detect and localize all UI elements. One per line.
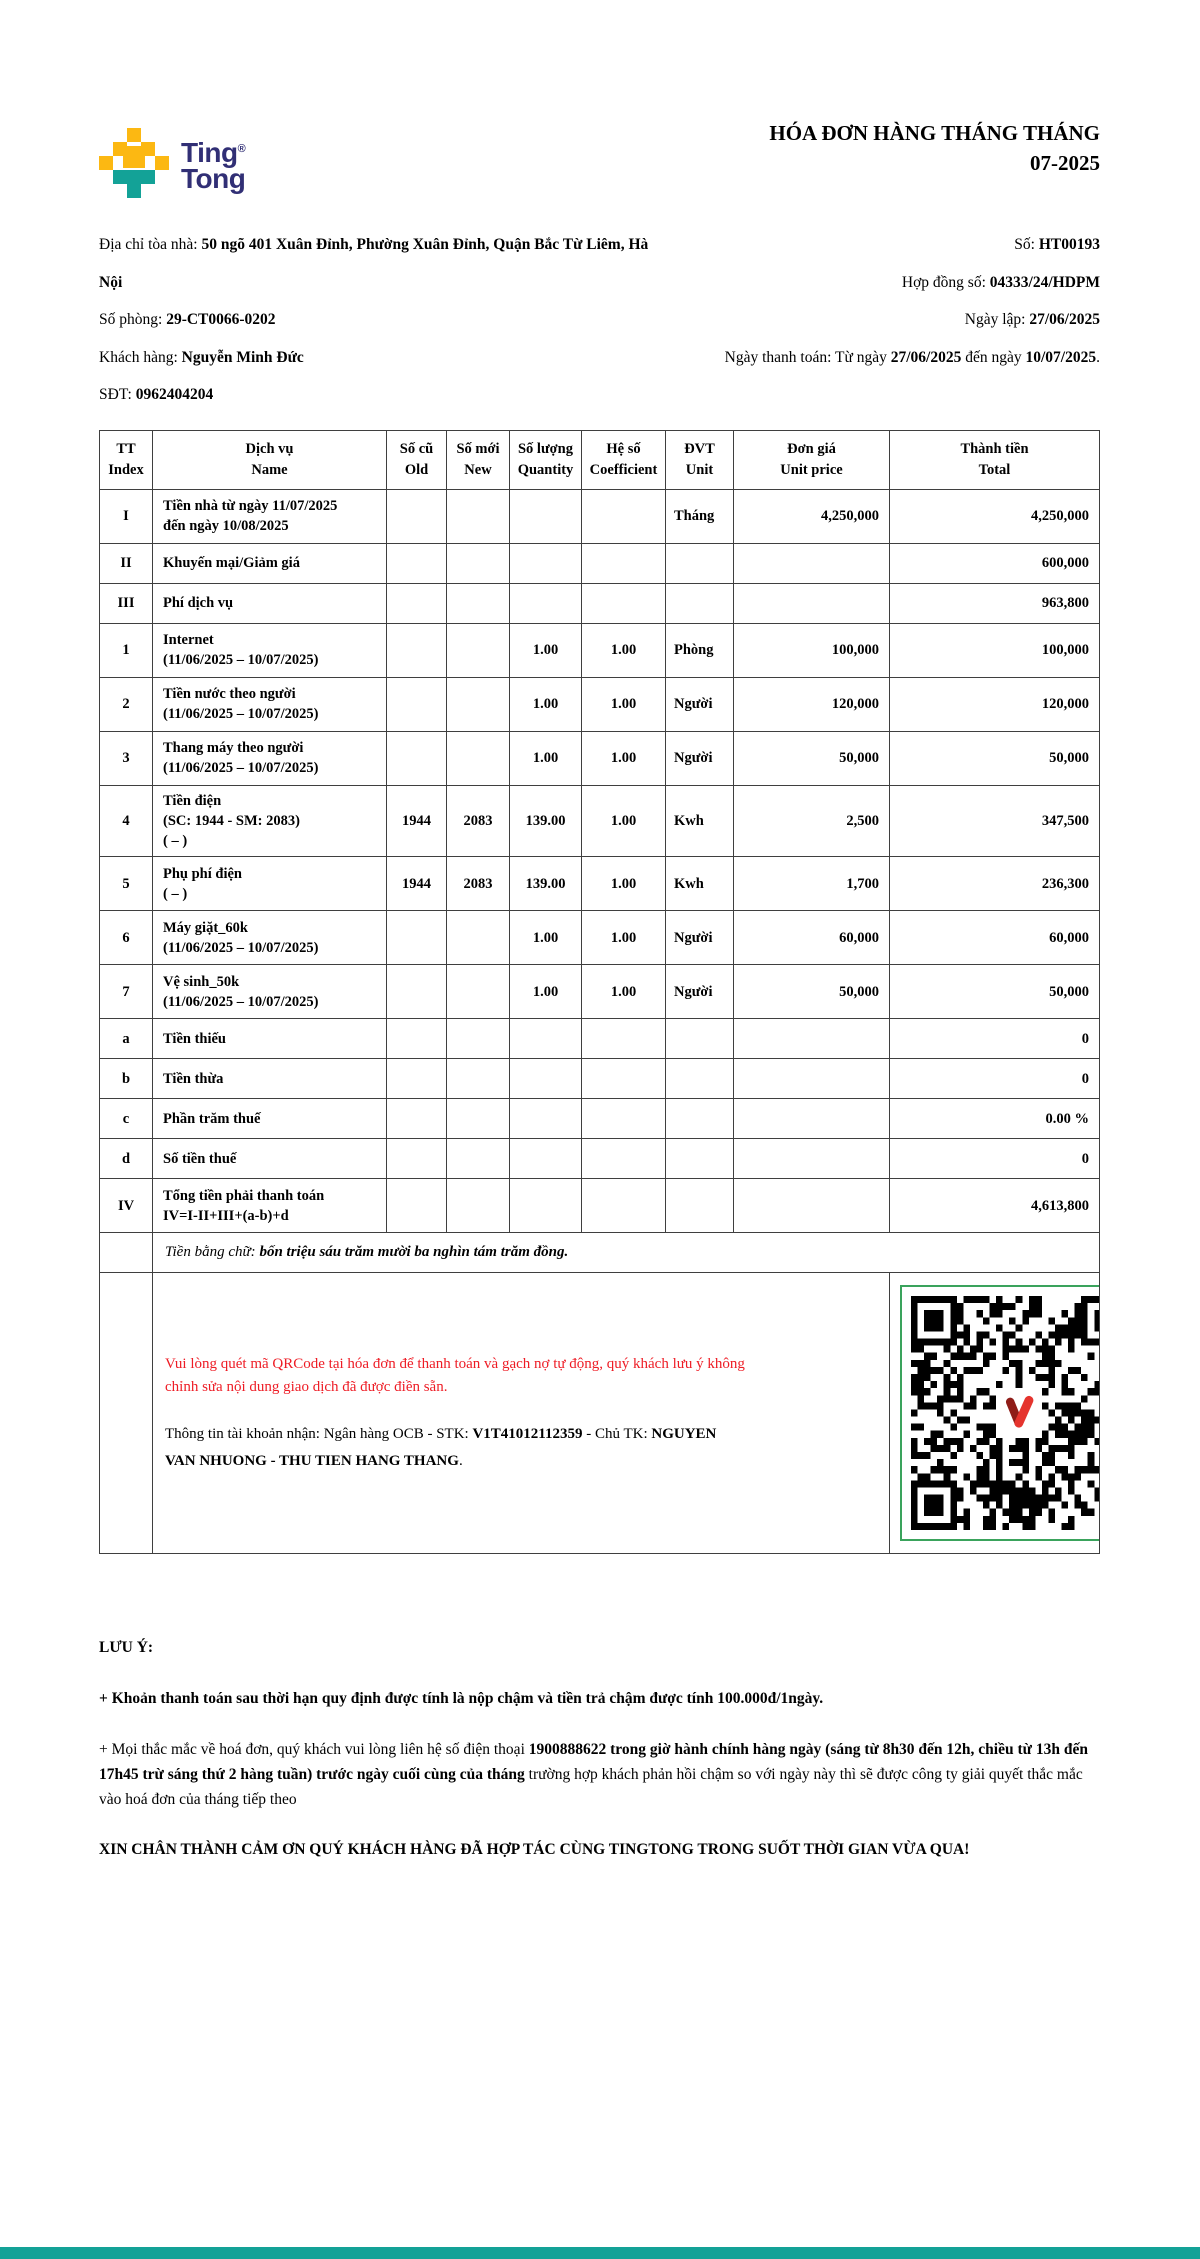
info-line: Khách hàng: Nguyễn Minh Đức <box>99 348 304 366</box>
cell-unit <box>666 1139 734 1179</box>
cell-unit-price <box>734 1139 890 1179</box>
cell-unit <box>666 543 734 583</box>
cell-total: 963,800 <box>890 583 1100 623</box>
cell-coefficient: 1.00 <box>582 677 666 731</box>
cell-unit: Tháng <box>666 489 734 543</box>
table-row <box>100 489 1100 543</box>
cell-unit-price <box>734 1059 890 1099</box>
cell-unit <box>666 1059 734 1099</box>
qr-cell <box>890 1273 1100 1554</box>
cell-new <box>447 911 510 965</box>
cell-new <box>447 731 510 785</box>
cell-old <box>387 1059 447 1099</box>
cell-new <box>447 965 510 1019</box>
registered-mark: ® <box>237 143 246 155</box>
cell-quantity: 139.00 <box>510 785 582 857</box>
cell-unit-price: 120,000 <box>734 677 890 731</box>
info-line: Ngày thanh toán: Từ ngày 27/06/2025 đến ngày 10/07/2025. <box>724 348 1100 366</box>
cell-quantity <box>510 489 582 543</box>
vietqr-v-icon <box>996 1390 1042 1436</box>
cell-old <box>387 489 447 543</box>
column-header: Số lượng Quantity <box>510 430 582 489</box>
cell-total: 100,000 <box>890 623 1100 677</box>
cell-unit-price: 1,700 <box>734 857 890 911</box>
column-header: Dịch vụ Name <box>153 430 387 489</box>
tingtong-logo-icon <box>99 128 171 200</box>
cell-index: a <box>100 1019 153 1059</box>
cell-old <box>387 1019 447 1059</box>
cell-quantity: 1.00 <box>510 731 582 785</box>
cell-name: Internet (11/06/2025 – 10/07/2025) <box>153 623 387 677</box>
cell-unit-price: 100,000 <box>734 623 890 677</box>
cell-quantity <box>510 1099 582 1139</box>
cell-name: Thang máy theo người (11/06/2025 – 10/07/2025) <box>153 731 387 785</box>
cell-unit-price: 50,000 <box>734 965 890 1019</box>
cell-index: II <box>100 543 153 583</box>
cell-coefficient: 1.00 <box>582 911 666 965</box>
payment-qr-row <box>100 1273 1100 1554</box>
qr-payment-notice: Vui lòng quét mã QRCode tại hóa đơn để thanh toán và gạch nợ tự động, quý khách lưu ý không chỉnh sửa nội dung giao dịch đã được điền sẵn. <box>165 1355 745 1396</box>
cell-coefficient <box>582 583 666 623</box>
column-header: Hệ số Coefficient <box>582 430 666 489</box>
cell-index: IV <box>100 1179 153 1233</box>
invoice-document <box>99 112 1100 1889</box>
cell-total: 60,000 <box>890 911 1100 965</box>
info-line: Số: HT00193 <box>1014 236 1100 253</box>
cell-unit: Người <box>666 965 734 1019</box>
cell-new <box>447 1099 510 1139</box>
cell-index: c <box>100 1099 153 1139</box>
cell-unit <box>666 1179 734 1233</box>
cell-index: 7 <box>100 965 153 1019</box>
cell-new <box>447 677 510 731</box>
cell-coefficient: 1.00 <box>582 857 666 911</box>
cell-coefficient <box>582 1019 666 1059</box>
cell-old: 1944 <box>387 785 447 857</box>
table-row <box>100 785 1100 857</box>
info-line: Hợp đồng số: 04333/24/HDPM <box>901 273 1100 291</box>
cell-old <box>387 543 447 583</box>
cell-total: 0 <box>890 1019 1100 1059</box>
cell-quantity: 1.00 <box>510 911 582 965</box>
payment-qr-code <box>900 1285 1100 1541</box>
cell-old <box>387 965 447 1019</box>
cell-name: Số tiền thuế <box>153 1139 387 1179</box>
cell-old <box>387 1139 447 1179</box>
cell-name: Tiền thiếu <box>153 1019 387 1059</box>
cell-quantity: 1.00 <box>510 965 582 1019</box>
table-row <box>100 583 1100 623</box>
charges-table-header <box>100 430 1100 489</box>
cell-unit <box>666 1019 734 1059</box>
payment-instructions <box>153 1273 890 1554</box>
cell-unit-price: 4,250,000 <box>734 489 890 543</box>
invoice-meta-info <box>651 226 1100 414</box>
cell-unit: Kwh <box>666 857 734 911</box>
cell-name: Tổng tiền phải thanh toán IV=I-II+III+(a-b)+d <box>153 1179 387 1233</box>
charges-table <box>99 430 1100 1555</box>
cell-new <box>447 543 510 583</box>
notes-section <box>99 1636 1100 1863</box>
cell-unit: Kwh <box>666 785 734 857</box>
cell-coefficient <box>582 1179 666 1233</box>
cell-unit-price <box>734 1099 890 1139</box>
cell-old: 1944 <box>387 857 447 911</box>
customer-info <box>99 226 651 414</box>
table-row <box>100 731 1100 785</box>
cell-old <box>387 1099 447 1139</box>
cell-old <box>387 911 447 965</box>
cell-quantity <box>510 583 582 623</box>
cell-old <box>387 677 447 731</box>
logo-text-bottom: Tong <box>181 162 246 194</box>
cell-unit-price <box>734 1019 890 1059</box>
cell-quantity <box>510 1179 582 1233</box>
cell-total: 0 <box>890 1139 1100 1179</box>
cell-name: Phần trăm thuế <box>153 1099 387 1139</box>
cell-coefficient: 1.00 <box>582 731 666 785</box>
cell-quantity <box>510 1019 582 1059</box>
cell-unit: Người <box>666 731 734 785</box>
cell-index: III <box>100 583 153 623</box>
cell-old <box>387 1179 447 1233</box>
column-header: ĐVT Unit <box>666 430 734 489</box>
cell-index: I <box>100 489 153 543</box>
column-header: Thành tiền Total <box>890 430 1100 489</box>
table-row <box>100 911 1100 965</box>
cell-empty <box>100 1273 153 1554</box>
cell-total: 50,000 <box>890 965 1100 1019</box>
cell-index: b <box>100 1059 153 1099</box>
tingtong-logo <box>99 128 245 200</box>
cell-new: 2083 <box>447 785 510 857</box>
logo-text-top: Ting <box>181 137 238 168</box>
cell-unit: Phòng <box>666 623 734 677</box>
cell-old <box>387 731 447 785</box>
cell-index: 1 <box>100 623 153 677</box>
column-header: Đơn giá Unit price <box>734 430 890 489</box>
cell-unit: Người <box>666 911 734 965</box>
cell-index: d <box>100 1139 153 1179</box>
cell-empty <box>100 1233 153 1273</box>
cell-name: Phí dịch vụ <box>153 583 387 623</box>
cell-quantity <box>510 543 582 583</box>
cell-coefficient <box>582 1059 666 1099</box>
invoice-info <box>99 226 1100 414</box>
cell-unit-price: 2,500 <box>734 785 890 857</box>
cell-total: 4,613,800 <box>890 1179 1100 1233</box>
cell-unit-price <box>734 583 890 623</box>
table-row <box>100 623 1100 677</box>
info-line: Số phòng: 29-CT0066-0202 <box>99 311 276 328</box>
cell-name: Khuyến mại/Giảm giá <box>153 543 387 583</box>
footer-brand-bar <box>0 2247 1200 2259</box>
cell-total: 0 <box>890 1059 1100 1099</box>
table-row <box>100 543 1100 583</box>
cell-unit <box>666 583 734 623</box>
bank-account-info: Thông tin tài khoản nhận: Ngân hàng OCB - STK: V1T41012112359 - Chủ TK: NGUYEN VAN NHUONG - THU TIEN HANG THANG. <box>165 1426 717 1469</box>
table-row <box>100 1059 1100 1099</box>
thank-you-note: XIN CHÂN THÀNH CẢM ƠN QUÝ KHÁCH HÀNG ĐÃ HỢP TÁC CÙNG TINGTONG TRONG SUỐT THỜI GIAN VỪA QUA! <box>99 1841 970 1859</box>
cell-index: 6 <box>100 911 153 965</box>
cell-quantity <box>510 1139 582 1179</box>
cell-new <box>447 1139 510 1179</box>
table-row <box>100 965 1100 1019</box>
cell-quantity <box>510 1059 582 1099</box>
cell-name: Máy giặt_60k (11/06/2025 – 10/07/2025) <box>153 911 387 965</box>
cell-old <box>387 583 447 623</box>
info-line: Ngày lập: 27/06/2025 <box>964 311 1100 328</box>
column-header: Số mới New <box>447 430 510 489</box>
cell-coefficient: 1.00 <box>582 965 666 1019</box>
cell-new <box>447 623 510 677</box>
cell-coefficient <box>582 1099 666 1139</box>
amount-in-words: Tiền bằng chữ: bốn triệu sáu trăm mười ba nghìn tám trăm đồng. <box>153 1233 1100 1273</box>
cell-coefficient <box>582 489 666 543</box>
cell-name: Tiền nhà từ ngày 11/07/2025 đến ngày 10/08/2025 <box>153 489 387 543</box>
cell-index: 5 <box>100 857 153 911</box>
cell-total: 600,000 <box>890 543 1100 583</box>
cell-new <box>447 1179 510 1233</box>
table-row <box>100 1099 1100 1139</box>
invoice-header <box>99 112 1100 200</box>
notes-heading: LƯU Ý: <box>99 1639 154 1657</box>
table-row <box>100 1019 1100 1059</box>
cell-coefficient <box>582 1139 666 1179</box>
cell-name: Tiền điện (SC: 1944 - SM: 2083) ( – ) <box>153 785 387 857</box>
cell-new <box>447 583 510 623</box>
cell-unit-price <box>734 1179 890 1233</box>
cell-total: 236,300 <box>890 857 1100 911</box>
cell-index: 3 <box>100 731 153 785</box>
table-row <box>100 677 1100 731</box>
table-row <box>100 857 1100 911</box>
cell-coefficient: 1.00 <box>582 623 666 677</box>
column-header: Số cũ Old <box>387 430 447 489</box>
cell-index: 4 <box>100 785 153 857</box>
cell-name: Tiền thừa <box>153 1059 387 1099</box>
cell-old <box>387 623 447 677</box>
cell-quantity: 139.00 <box>510 857 582 911</box>
cell-unit <box>666 1099 734 1139</box>
cell-total: 0.00 % <box>890 1099 1100 1139</box>
cell-new <box>447 1019 510 1059</box>
notes-body <box>99 1687 1100 1863</box>
column-header: TT Index <box>100 430 153 489</box>
cell-new <box>447 1059 510 1099</box>
cell-unit: Người <box>666 677 734 731</box>
cell-total: 347,500 <box>890 785 1100 857</box>
cell-name: Vệ sinh_50k (11/06/2025 – 10/07/2025) <box>153 965 387 1019</box>
table-row <box>100 1179 1100 1233</box>
cell-unit-price: 60,000 <box>734 911 890 965</box>
amount-in-words-row <box>100 1233 1100 1273</box>
cell-unit-price: 50,000 <box>734 731 890 785</box>
table-row <box>100 1139 1100 1179</box>
cell-unit-price <box>734 543 890 583</box>
cell-coefficient: 1.00 <box>582 785 666 857</box>
info-line: SĐT: 0962404204 <box>99 386 214 403</box>
cell-quantity: 1.00 <box>510 623 582 677</box>
tingtong-logo-text <box>181 137 246 194</box>
cell-quantity: 1.00 <box>510 677 582 731</box>
invoice-title: HÓA ĐƠN HÀNG THÁNG THÁNG 07-2025 <box>769 121 1100 176</box>
cell-new: 2083 <box>447 857 510 911</box>
cell-total: 120,000 <box>890 677 1100 731</box>
info-line: Địa chỉ tòa nhà: 50 ngõ 401 Xuân Đỉnh, Phường Xuân Đỉnh, Quận Bắc Từ Liêm, Hà Nội <box>99 236 649 291</box>
cell-total: 4,250,000 <box>890 489 1100 543</box>
cell-new <box>447 489 510 543</box>
note-paragraph: + Khoản thanh toán sau thời hạn quy định được tính là nộp chậm và tiền trả chậm được tính 100.000đ/1ngày. <box>99 1690 824 1708</box>
cell-name: Phụ phí điện ( – ) <box>153 857 387 911</box>
cell-coefficient <box>582 543 666 583</box>
cell-index: 2 <box>100 677 153 731</box>
cell-name: Tiền nước theo người (11/06/2025 – 10/07/2025) <box>153 677 387 731</box>
cell-total: 50,000 <box>890 731 1100 785</box>
note-paragraph: + Mọi thắc mắc về hoá đơn, quý khách vui lòng liên hệ số điện thoại 1900888622 trong giờ hành chính hàng ngày (sáng từ 8h30 đến 12h, chiều từ 13h đến 17h45 trừ sáng thứ 2 hàng tuần) trước ngày cuối cùng của tháng trường hợp khách phản hồi chậm so với ngày này thì sẽ được công ty giải quyết thắc mắc vào hoá đơn của tháng tiếp theo <box>99 1741 1088 1808</box>
